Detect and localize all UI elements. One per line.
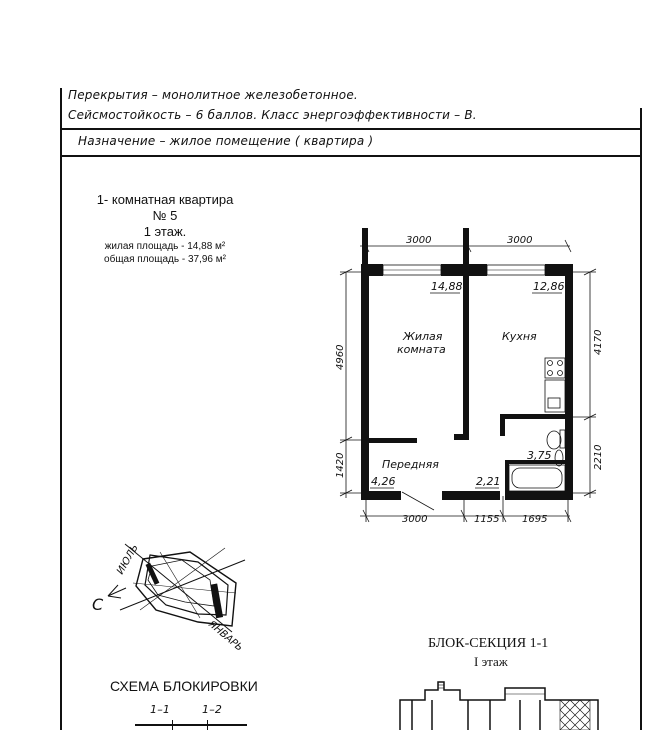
dim-top-left: 3000 [406, 235, 432, 246]
living-room-area: 14,88 [431, 280, 463, 293]
north-label: С [92, 595, 104, 614]
living-room-label-2: комната [397, 343, 446, 356]
block-section-title: БЛОК-СЕКЦИЯ 1-1 [428, 636, 549, 651]
dim-left-upper: 4960 [335, 344, 346, 370]
apartment-floor: 1 этаж. [143, 224, 187, 239]
total-area: общая площадь - 37,96 м² [104, 254, 226, 265]
dim-bottom-1: 3000 [402, 514, 428, 525]
block-scheme-section-1: 1–1 [150, 703, 171, 716]
kitchen-area: 12,86 [533, 280, 565, 293]
corridor-area: 2,21 [476, 475, 501, 488]
dim-bottom-3: 1695 [522, 514, 548, 525]
purpose-line: Назначение – жилое помещение ( квартира ) [78, 134, 374, 148]
dim-top-right: 3000 [507, 235, 533, 246]
dim-bottom-2: 1155 [474, 514, 500, 525]
dim-left-lower: 1420 [335, 452, 346, 478]
january-label: ЯНВАРЬ [206, 618, 245, 654]
block-scheme-title: СХЕМА БЛОКИРОВКИ [110, 678, 258, 694]
dim-right-upper: 4170 [593, 329, 604, 355]
apartment-number: № 5 [152, 208, 178, 223]
block-scheme-section-2: 1–2 [202, 703, 223, 716]
kitchen-label: Кухня [502, 330, 537, 343]
header-line-2: Сейсмостойкость – 6 баллов. Класс энергоэффективности – В. [68, 108, 477, 122]
block-section-floor: I этаж [474, 654, 508, 669]
dim-right-lower: 2210 [593, 444, 604, 470]
hallway-label: Передняя [382, 458, 439, 471]
header-line-1: Перекрытия – монолитное железобетонное. [68, 88, 358, 102]
hallway-area: 4,26 [371, 475, 396, 488]
july-label: ИЮЛЬ [115, 542, 141, 577]
apartment-type: 1- комнатная квартира [96, 192, 234, 207]
living-area: жилая площадь - 14,88 м² [104, 241, 226, 252]
living-room-label-1: Жилая [403, 330, 443, 343]
bathroom-area: 3,75 [527, 449, 552, 462]
